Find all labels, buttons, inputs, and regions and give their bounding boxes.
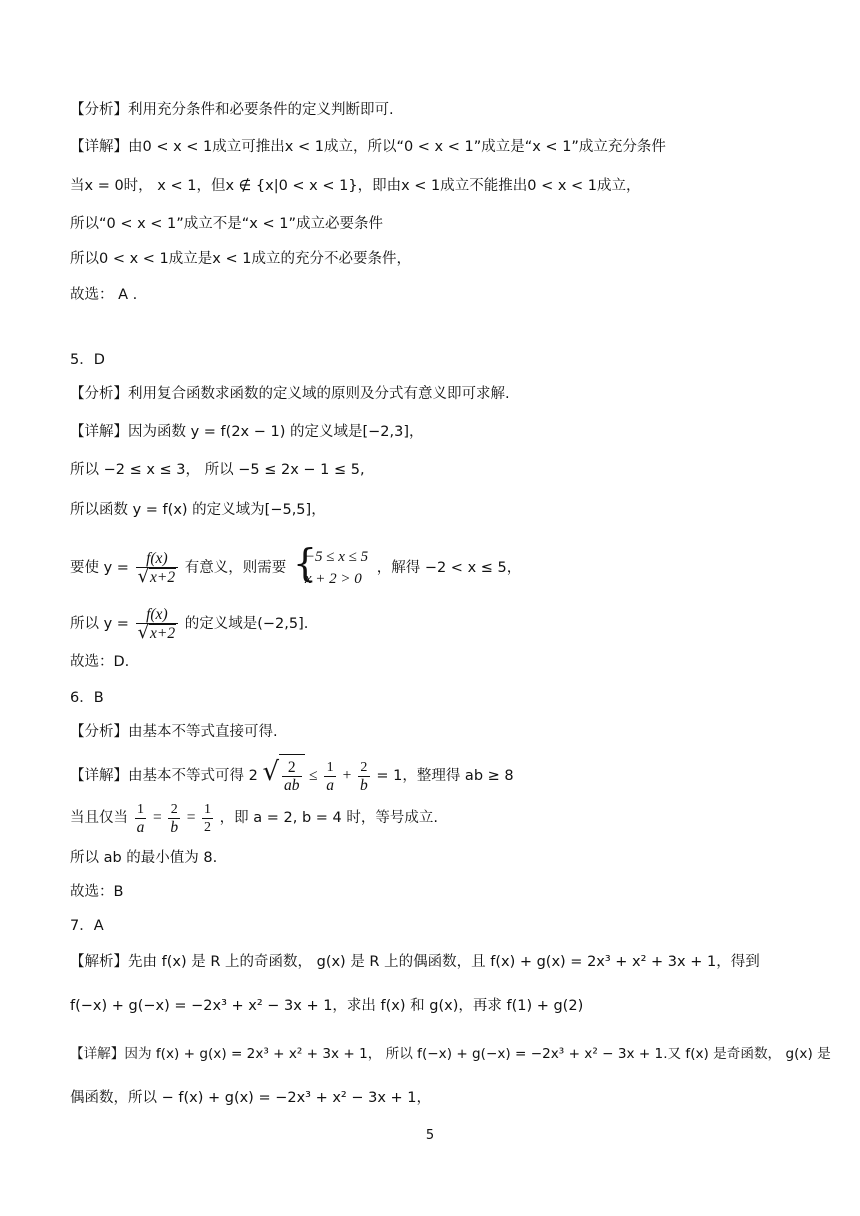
fraction-1-over-2 (202, 801, 213, 836)
sqrt-fraction (279, 754, 305, 799)
q5-heading: 5．D (70, 352, 105, 368)
fraction-1-over-a (135, 801, 147, 836)
q4-detail-1: 【详解】由0 < x < 1成立可推出x < 1成立，所以“0 < x < 1”成立是“x < 1”成立充分条件 (70, 139, 666, 155)
inequality-system (292, 541, 369, 590)
denominator: b (170, 818, 179, 836)
q6-analysis: 【分析】由基本不等式直接可得. (70, 724, 278, 740)
q7-detail-1: 【详解】因为 f(x) + g(x) = 2x³ + x² + 3x + 1， 所以 f(−x) + g(−x) = −2x³ + x² − 3x + 1.又 f(x) 是奇函数， g(x) 是 (70, 1046, 831, 1062)
q7-analysis-1: 【解析】先由 f(x) 是 R 上的奇函数， g(x) 是 R 上的偶函数，且 f(x) + g(x) = 2x³ + x² + 3x + 1，得到 (70, 954, 760, 970)
fraction-numerator: f(x) (136, 550, 179, 568)
fraction-2-over-b (168, 801, 180, 836)
q6-heading: 6．B (70, 690, 104, 706)
q6-detail-3: 所以 ab 的最小值为 8. (70, 850, 218, 866)
system-row-2: x + 2 > 0 (304, 571, 362, 587)
q5-detail-3: 所以函数 y = f(x) 的定义域为[−5,5]， (70, 502, 326, 518)
denominator: a (136, 818, 145, 836)
q4-detail-3: 所以“0 < x < 1”成立不是“x < 1”成立必要条件 (70, 216, 383, 232)
q5-detail-5 (70, 602, 308, 646)
q4-answer: 故选： A . (70, 287, 138, 303)
numerator: 1 (135, 801, 147, 819)
q7-analysis-2: f(−x) + g(−x) = −2x³ + x² − 3x + 1，求出 f(x) 和 g(x)，再求 f(1) + g(2) (70, 998, 584, 1014)
q5-detail-5-post: 的定义域是(−2,5]. (184, 616, 309, 632)
system-row-1: −5 ≤ x ≤ 5 (304, 549, 369, 565)
q4-detail-2: 当x = 0时， x < 1，但x ∉ {x|0 < x < 1}，即由x < 1成立不能推出0 < x < 1成立， (70, 178, 641, 194)
denominator: b (359, 776, 368, 794)
q5-detail-1: 【详解】因为函数 y = f(2x − 1) 的定义域是[−2,3]， (70, 424, 424, 440)
q5-detail-2: 所以 −2 ≤ x ≤ 3， 所以 −5 ≤ 2x − 1 ≤ 5, (70, 462, 365, 478)
denominator: 2 (204, 819, 212, 835)
numerator: 2 (168, 801, 180, 819)
fraction-denominator (136, 565, 179, 587)
q6-detail-1-post: = 1，整理得 ab ≥ 8 (376, 768, 514, 784)
q7-detail-2: 偶函数，所以 − f(x) + g(x) = −2x³ + x² − 3x + 1， (70, 1090, 431, 1106)
left-brace-icon: { (292, 541, 318, 585)
sqrt-symbol-icon: √ (262, 757, 280, 787)
sqrt-numerator: 2 (282, 759, 302, 777)
q6-answer: 故选：B (70, 884, 124, 900)
plus-symbol: + (342, 767, 352, 784)
q5-detail-4-pre: 要使 y = (70, 560, 129, 576)
q5-detail-4 (70, 541, 522, 590)
q5-detail-5-pre: 所以 y = (70, 616, 129, 632)
numerator: 1 (204, 801, 212, 817)
sqrt-symbol-icon: √ (137, 565, 150, 587)
q6-detail-1 (70, 750, 514, 799)
fraction-2-over-b (358, 759, 370, 794)
q5-analysis: 【分析】利用复合函数求函数的定义域的原则及分式有意义即可求解. (70, 386, 510, 402)
numerator: 1 (324, 759, 336, 777)
q5-detail-4-mid: 有意义，则需要 (184, 560, 287, 576)
fraction-1-over-a (324, 759, 336, 794)
q5-answer: 故选：D. (70, 654, 130, 670)
denominator: a (326, 776, 335, 794)
eq-symbol: = (152, 809, 162, 826)
q7-heading: 7．A (70, 918, 104, 934)
fraction-fx-over-sqrt-2 (136, 606, 179, 643)
le-symbol: ≤ (309, 767, 318, 784)
fraction-denominator (136, 621, 179, 643)
fraction-fx-over-sqrt (136, 550, 179, 587)
q6-detail-1-pre: 【详解】由基本不等式可得 2 (70, 768, 258, 784)
page-number: 5 (425, 1128, 435, 1143)
sqrt-radicand: x+2 (150, 568, 176, 586)
sqrt-radicand: x+2 (150, 624, 176, 642)
q4-analysis: 【分析】利用充分条件和必要条件的定义判断即可. (70, 102, 394, 118)
q4-detail-4: 所以0 < x < 1成立是x < 1成立的充分不必要条件， (70, 251, 411, 267)
sqrt-denominator: ab (284, 777, 300, 794)
q6-detail-2 (70, 796, 438, 840)
sqrt-symbol-icon: √ (137, 621, 150, 643)
eq-symbol: = (186, 809, 196, 826)
q6-detail-2-pre: 当且仅当 (70, 810, 128, 826)
q6-detail-2-post: ，即 a = 2, b = 4 时，等号成立. (219, 810, 438, 826)
q5-detail-4-post: ，解得 −2 < x ≤ 5， (376, 560, 522, 576)
numerator: 2 (358, 759, 370, 777)
fraction-numerator: f(x) (136, 606, 179, 624)
